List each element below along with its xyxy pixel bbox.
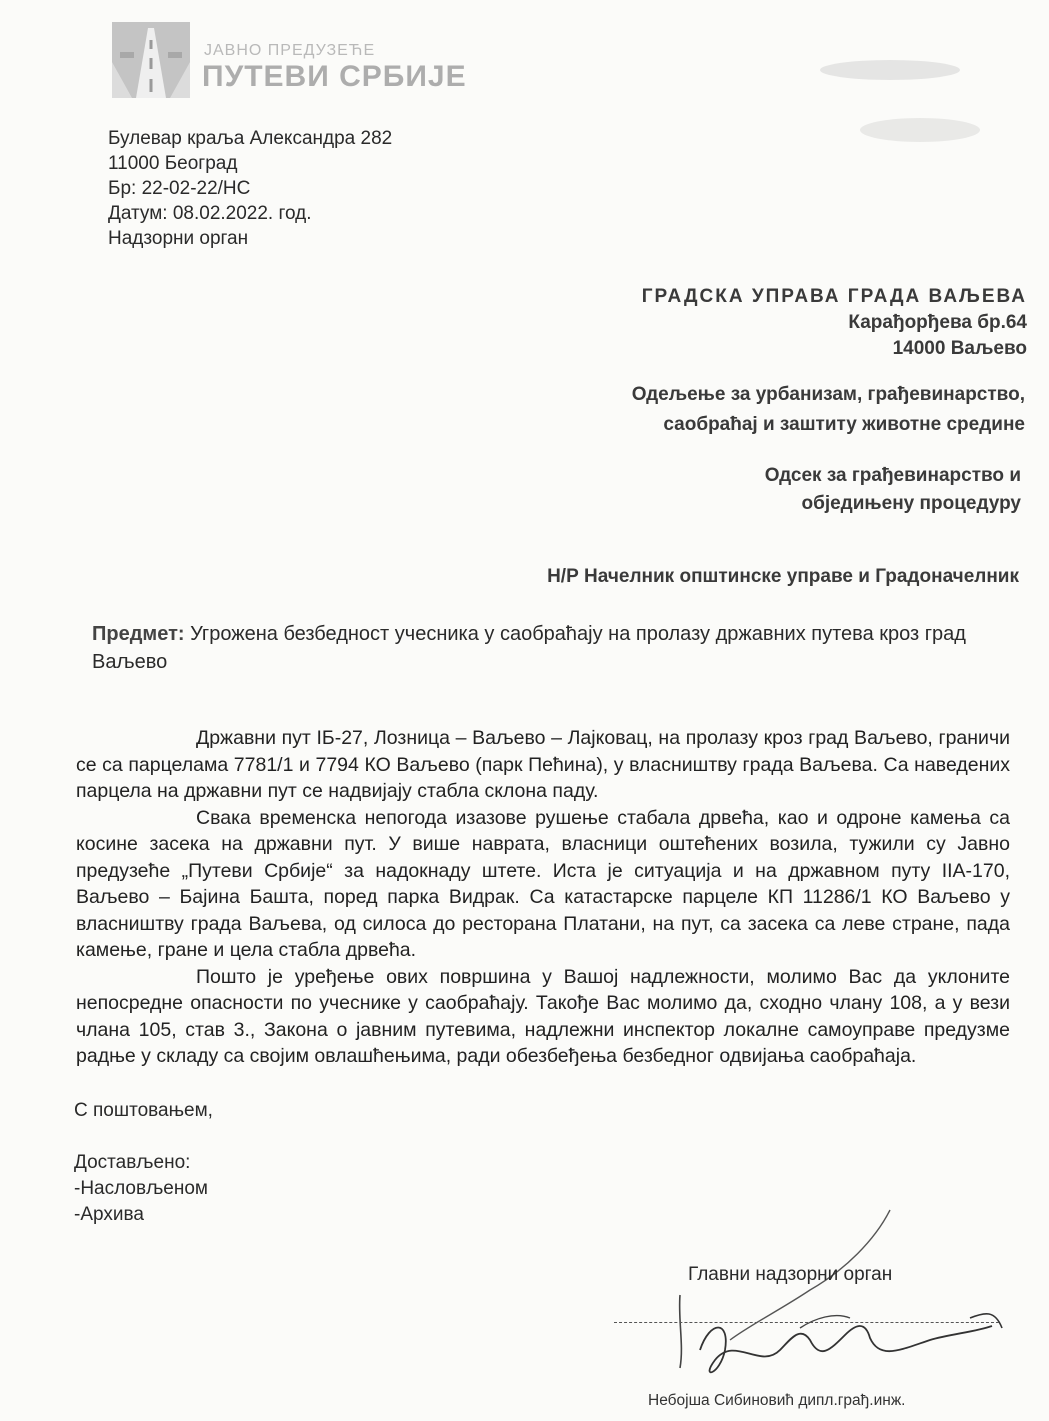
body-paragraph: Државни пут IБ-27, Лозница – Ваљево – Лајковац, на пролазу кроз град Ваљево, граничи се са парцелама 7781/1 и 7794 КО Ваљево (парк Пећина), у власништву града Ваљева. Са наведених парцела на државни пут се надвијају стабла склона паду. xyxy=(76,727,1010,802)
attention-line: Н/Р Начелник општинске управе и Градоначелник xyxy=(547,566,1019,587)
recipient-city: 14000 Ваљево xyxy=(892,338,1027,359)
recipient-block xyxy=(642,284,1027,362)
recipient-street: Карађорђева бр.64 xyxy=(848,312,1027,333)
signature-line xyxy=(614,1322,999,1323)
signatory-name: Небојша Сибиновић дипл.грађ.инж. xyxy=(648,1392,906,1409)
subject-text: Угрожена безбедност учесника у саобраћају на пролазу државних путева кроз град Ваљево xyxy=(92,623,966,673)
faint-stamp-icon xyxy=(770,40,990,150)
letter-date: Датум: 08.02.2022. год. xyxy=(108,203,312,224)
section-block xyxy=(765,462,1021,518)
reference-number: Бр: 22-02-22/НС xyxy=(108,178,251,199)
road-logo-icon xyxy=(112,22,190,98)
delivered-to-addressee: -Насловљеном xyxy=(74,1178,208,1199)
distribution-list xyxy=(74,1150,208,1228)
sender-street: Булевар краља Александра 282 xyxy=(108,128,393,149)
salutation: С поштовањем, xyxy=(74,1100,213,1121)
delivered-to-archive: -Архива xyxy=(74,1204,144,1225)
section-line-1: Одсек за грађевинарство и xyxy=(764,465,1021,486)
subject-line xyxy=(92,620,1017,676)
department-line-2: саобраћај и заштиту животне средине xyxy=(663,414,1025,435)
department-line-1: Одељење за урбанизам, грађевинарство, xyxy=(631,384,1025,405)
logo-text-top: ЈАВНО ПРЕДУЗЕЋЕ xyxy=(204,42,376,59)
delivered-label: Достављено: xyxy=(74,1152,191,1173)
recipient-name: ГРАДСКА УПРАВА ГРАДА ВАЉЕВА xyxy=(641,286,1027,307)
sender-role: Надзорни орган xyxy=(108,228,249,249)
subject-label: Предмет: xyxy=(92,623,185,645)
company-logo xyxy=(112,22,472,102)
sender-city: 11000 Београд xyxy=(108,153,238,174)
handwritten-signature-icon xyxy=(640,1200,1040,1400)
logo-text-main: ПУТЕВИ СРБИЈЕ xyxy=(202,60,467,93)
body-paragraph: Свака временска непогода изазове рушење стабала дрвећа, као и одроне камења са косине засека на државни пут. У више наврата, власници оштећених возила, тужили су Јавно предузеће „Путеви Србије“ за надокнаду штете. Иста је ситуација и на државном путу IIА-170, Ваљево – Бајина Башта, поред парка Видрак. Са катастарске парцеле КП 11286/1 КО Ваљево у власништву града Ваљева, од силоса до ресторана Платани, на пут, са засека са леве стране, пада камење, гране и цела стабла дрвећа. xyxy=(76,806,1010,961)
department-block xyxy=(632,380,1025,440)
letter-body xyxy=(76,725,1010,1070)
section-line-2: обједињену процедуру xyxy=(801,493,1021,514)
sender-block xyxy=(108,126,392,251)
signatory-title: Главни надзорни орган xyxy=(688,1264,893,1285)
body-paragraph: Пошто је уређење ових површина у Вашој надлежности, молимо Вас да уклоните непосредне опасности по учеснике у саобраћају. Такође Вас молимо да, сходно члану 108, а у вези члана 105, став 3., Закона о јавним путевима, надлежни инспектор локалне самоуправе предузме радње у складу са својим овлашћењима, ради обезбеђења безбедног одвијања саобраћаја. xyxy=(76,965,1010,1067)
